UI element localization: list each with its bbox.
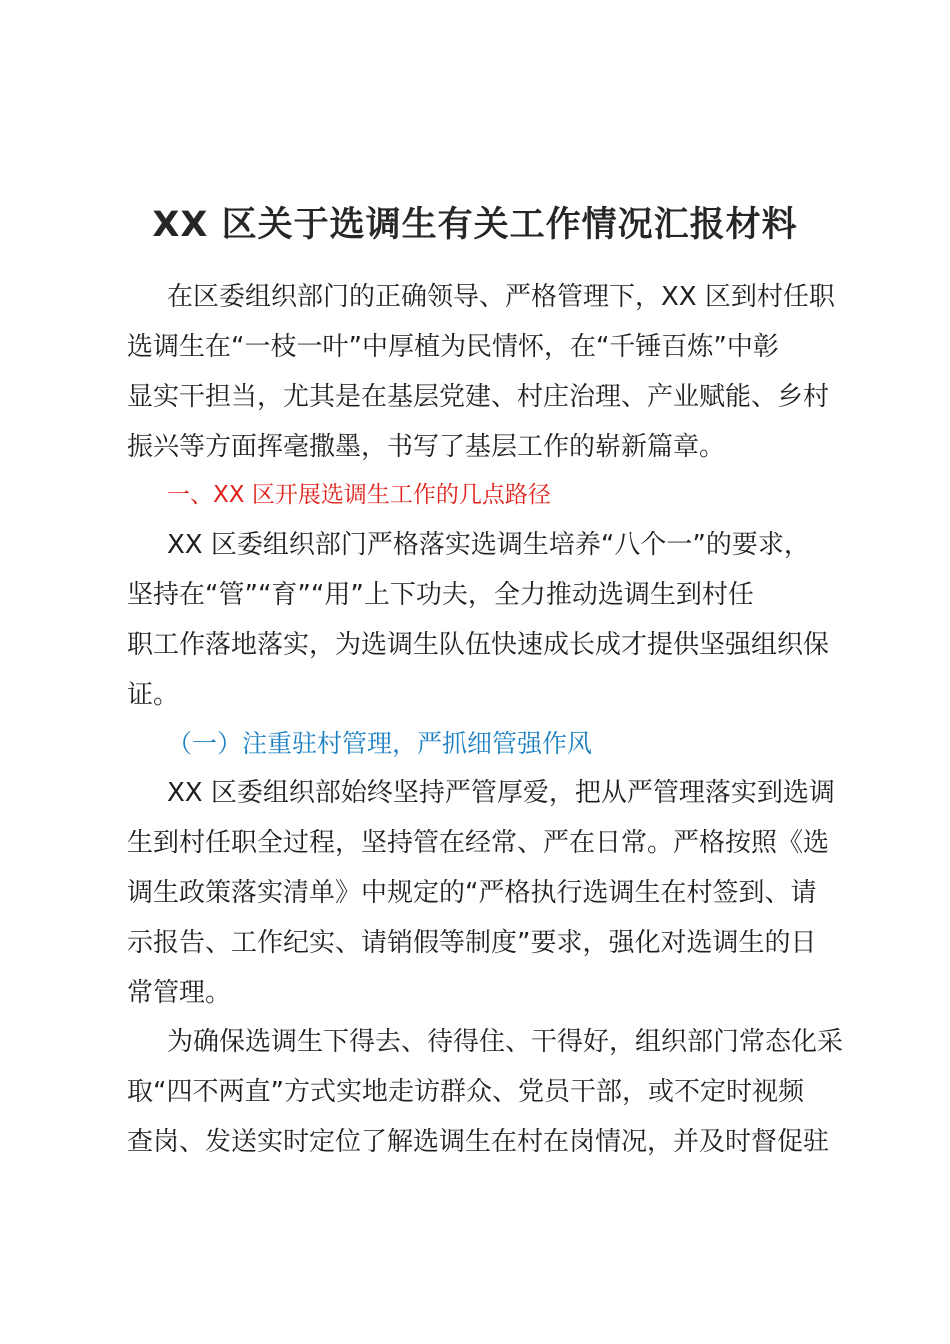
section1-line-2: 坚持在“管”“育”“用”上下功夫，全力推动选调生到村任 [127,580,754,610]
paragraph4-line-1: 为确保选调生下得去、待得住、干得好，组织部门常态化采 [167,1027,844,1057]
paragraph-4 [127,1017,844,1167]
intro-line-4: 振兴等方面挥毫撒墨，书写了基层工作的崭新篇章。 [127,432,726,462]
paragraph4-line-3: 查岗、发送实时定位了解选调生在村在岗情况，并及时督促驻 [127,1127,830,1157]
subsection1-line-4: 示报告、工作纪实、请销假等制度”要求，强化对选调生的日 [127,928,817,958]
section1-paragraph [127,520,833,720]
section1-line-3: 职工作落地落实，为选调生队伍快速成长成才提供坚强组织保 [127,630,830,660]
subsection1-line-5: 常管理。 [127,978,232,1008]
section1-heading: 一、XX 区开展选调生工作的几点路径 [167,482,551,508]
intro-line-3: 显实干担当，尤其是在基层党建、村庄治理、产业赋能、乡村 [127,382,830,412]
subsection1-line-1: XX 区委组织部始终坚持严管厚爱，把从严管理落实到选调 [167,778,835,808]
intro-line-1: 在区委组织部门的正确领导、严格管理下，XX 区到村任职 [167,282,835,312]
subsection1-line-3: 调生政策落实清单》中规定的“严格执行选调生在村签到、请 [127,878,817,908]
intro-paragraph [127,272,833,472]
section1-line-1: XX 区委组织部门严格落实选调生培养“八个一”的要求， [167,530,810,560]
paragraph4-line-2: 取“四不两直”方式实地走访群众、党员干部，或不定时视频 [127,1077,804,1107]
subsection1-paragraph [127,768,833,1018]
document-title: XX 区关于选调生有关工作情况汇报材料 [152,205,798,245]
section1-line-4: 证。 [127,680,180,710]
subsection1-line-2: 生到村任职全过程，坚持管在经常、严在日常。严格按照《选 [127,828,830,858]
intro-line-2: 选调生在“一枝一叶”中厚植为民情怀，在“千锤百炼”中彰 [127,332,779,362]
subsection1-heading: （一）注重驻村管理，严抓细管强作风 [167,729,593,758]
